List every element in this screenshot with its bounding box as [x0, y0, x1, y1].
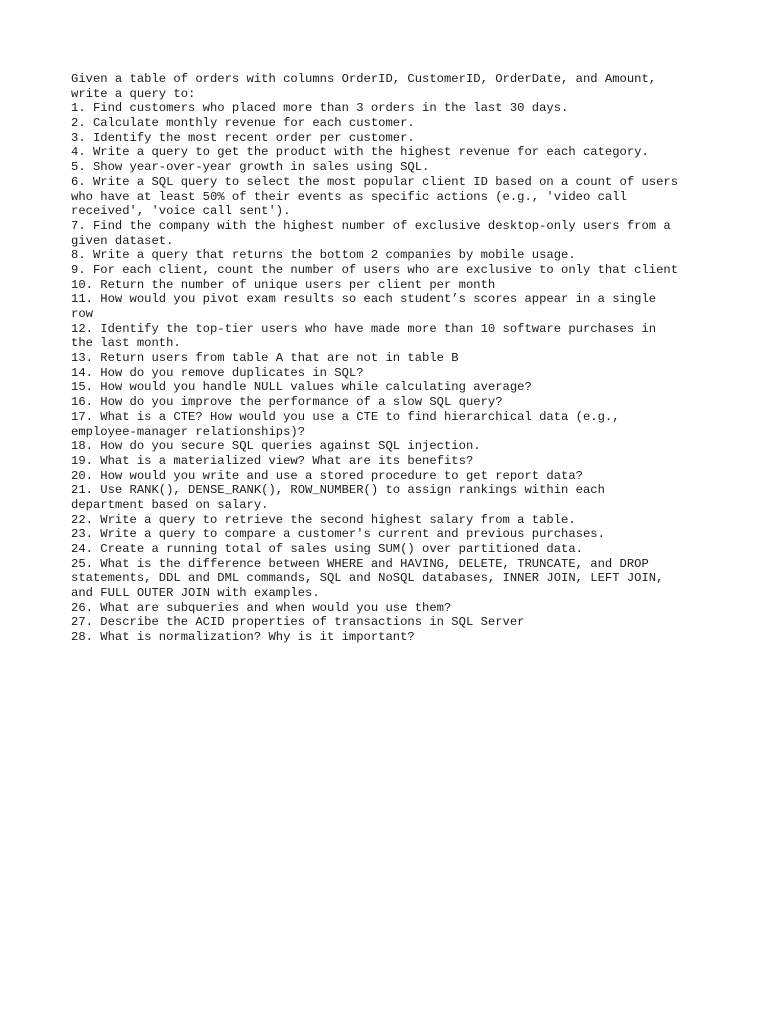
text-line: 17. What is a CTE? How would you use a CTE to find hierarchical data (e.g., [71, 409, 620, 424]
text-line: 13. Return users from table A that are not in table B [71, 351, 459, 366]
text-line: the last month. [71, 336, 181, 351]
text-line: 9. For each client, count the number of users who are exclusive to only that client [71, 262, 679, 277]
text-line: and FULL OUTER JOIN with examples. [71, 586, 320, 601]
text-line: given dataset. [71, 233, 174, 248]
text-line: write a query to: [71, 86, 196, 101]
document-page [71, 72, 711, 645]
text-line: received', 'voice call sent'). [71, 204, 291, 219]
text-line: 23. Write a query to compare a customer's current and previous purchases. [71, 527, 605, 542]
text-line: 3. Identify the most recent order per customer. [71, 130, 415, 145]
text-line: Given a table of orders with columns OrderID, CustomerID, OrderDate, and Amount, [71, 72, 657, 86]
text-line: row [71, 307, 93, 321]
text-line: 4. Write a query to get the product with the highest revenue for each category. [71, 145, 649, 160]
text-line: 19. What is a materialized view? What are its benefits? [71, 453, 474, 468]
text-line: 5. Show year-over-year growth in sales using SQL. [71, 160, 430, 175]
text-line: 24. Create a running total of sales using SUM() over partitioned data. [71, 542, 583, 556]
text-line: 28. What is normalization? Why is it important? [71, 630, 415, 645]
text-line: 20. How would you write and use a stored procedure to get report data? [71, 468, 583, 483]
text-line: 22. Write a query to retrieve the second highest salary from a table. [71, 512, 576, 527]
text-line: 6. Write a SQL query to select the most popular client ID based on a count of users [71, 174, 679, 189]
text-line: 27. Describe the ACID properties of transactions in SQL Server [71, 615, 525, 630]
text-line: 14. How do you remove duplicates in SQL? [71, 365, 364, 380]
text-line: statements, DDL and DML commands, SQL and NoSQL databases, INNER JOIN, LEFT JOIN, [71, 571, 664, 586]
text-line: 11. How would you pivot exam results so each student’s scores appear in a single [71, 292, 657, 307]
text-line: department based on salary. [71, 497, 269, 512]
text-line: 2. Calculate monthly revenue for each customer. [71, 116, 415, 131]
text-line: 8. Write a query that returns the bottom 2 companies by mobile usage. [71, 248, 576, 263]
text-line: 16. How do you improve the performance of a slow SQL query? [71, 395, 503, 410]
text-line: 18. How do you secure SQL queries against SQL injection. [71, 439, 481, 454]
text-line: who have at least 50% of their events as specific actions (e.g., 'video call [71, 189, 627, 204]
text-line: 10. Return the number of unique users per client per month [71, 277, 496, 292]
text-line: employee-manager relationships)? [71, 424, 306, 439]
text-line: 21. Use RANK(), DENSE_RANK(), ROW_NUMBER() to assign rankings within each [71, 483, 605, 498]
text-line: 7. Find the company with the highest number of exclusive desktop-only users from a [71, 218, 671, 233]
text-line: 12. Identify the top-tier users who have made more than 10 software purchases in [71, 321, 657, 336]
text-line: 1. Find customers who placed more than 3 orders in the last 30 days. [71, 101, 569, 116]
text-line: 15. How would you handle NULL values while calculating average? [71, 380, 532, 395]
text-line: 25. What is the difference between WHERE and HAVING, DELETE, TRUNCATE, and DROP [71, 556, 649, 571]
text-line: 26. What are subqueries and when would you use them? [71, 600, 452, 615]
